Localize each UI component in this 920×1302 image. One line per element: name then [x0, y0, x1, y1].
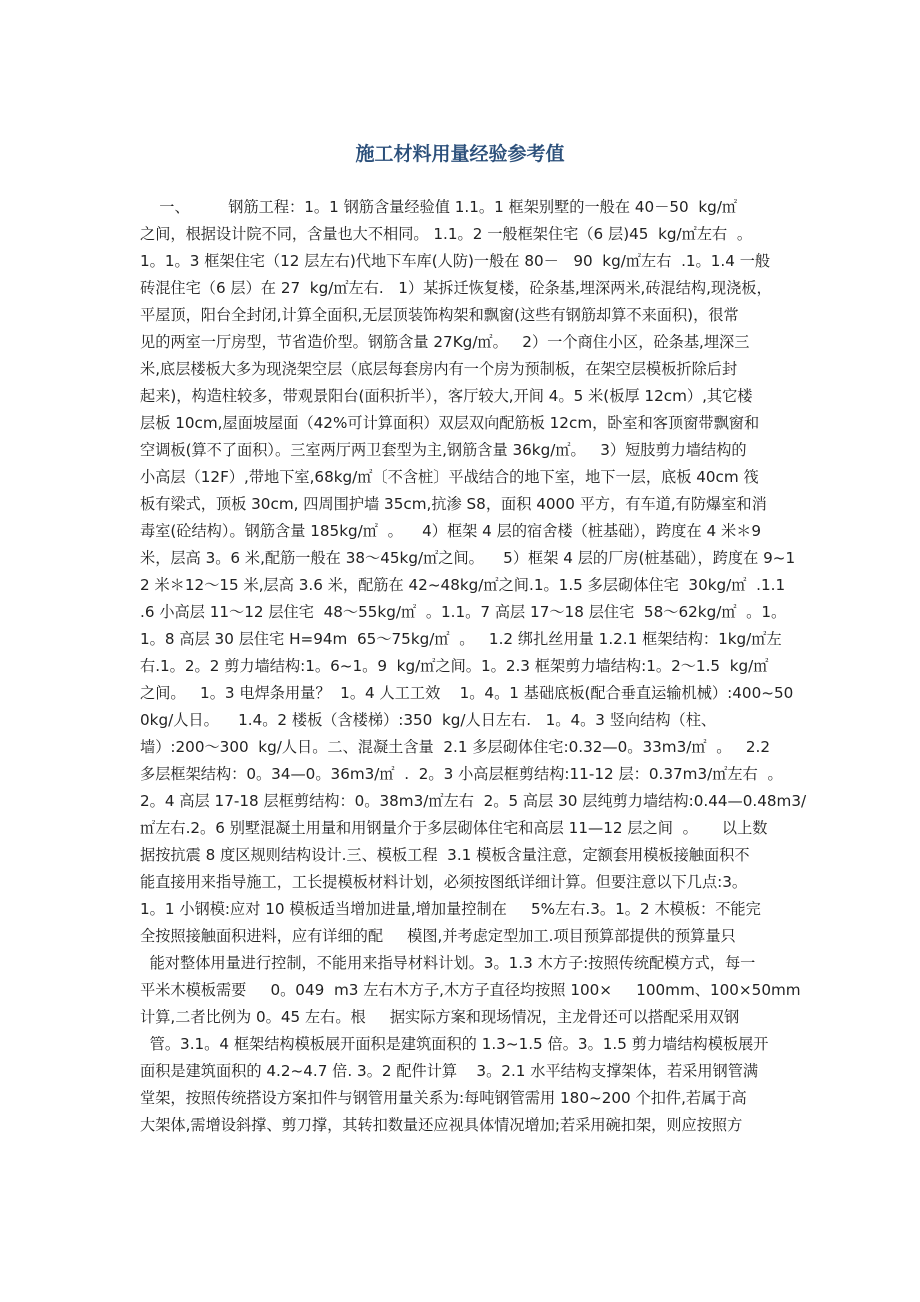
- body-text-line: 一、 钢筋工程：1。1 钢筋含量经验值 1.1。1 框架别墅的一般在 40－50 kg/㎡: [140, 198, 738, 216]
- body-text-line: 1。8 高层 30 层住宅 H=94m 65～75kg/㎡ 。 1.2 绑扎丝用量 1.2.1 框架结构：1kg/㎡左: [140, 630, 782, 648]
- document-title: 施工材料用量经验参考值: [355, 143, 565, 165]
- body-text-line: 之间。 1。3 电焊条用量？ 1。4 人工工效 1。4。1 基础底板(配合垂直运输机械）:400~50: [140, 684, 794, 702]
- body-text-line: 堂架，按照传统搭设方案扣件与钢管用量关系为:每吨钢管需用 180~200 个扣件,若属于高: [140, 1089, 747, 1107]
- body-text-line: 0kg/人日。 1.4。2 楼板（含楼梯）:350 kg/人日左右. 1。4。3 竖向结构（柱、: [140, 711, 717, 729]
- body-text-line: 大架体,需增设斜撑、剪刀撑，其转扣数量还应视具体情况增加;若采用碗扣架，则应按照方: [140, 1116, 743, 1134]
- body-text-line: 米,底层楼板大多为现浇架空层（底层每套房内有一个房为预制板，在架空层模板折除后封: [140, 360, 738, 378]
- body-text-line: .6 小高层 11～12 层住宅 48～55kg/㎡ 。1.1。7 高层 17～18 层住宅 58～62kg/㎡ 。1。: [140, 603, 787, 621]
- body-text-line: 层板 10cm,屋面坡屋面（42%可计算面积）双层双向配筋板 12cm，卧室和客顶窗带飘窗和: [140, 414, 760, 432]
- body-text-line: 见的两室一厅房型，节省造价型。钢筋含量 27Kg/㎡。 2）一个商住小区，砼条基,埋深三: [140, 333, 750, 351]
- body-text-line: 能对整体用量进行控制，不能用来指导材料计划。3。1.3 木方子:按照传统配模方式，每一: [140, 954, 756, 972]
- body-text-line: 1。1 小钢模:应对 10 模板适当增加进量,增加量控制在 5%左右.3。1。2 木模板：不能完: [140, 900, 761, 918]
- body-text-line: 空调板(算不了面积）。三室两厅两卫套型为主,钢筋含量 36kg/㎡。 3）短肢剪力墙结构的: [140, 441, 747, 459]
- body-text-line: 2 米＊12～15 米,层高 3.6 米，配筋在 42~48kg/㎡之间.1。1.5 多层砌体住宅 30kg/㎡ .1.1: [140, 576, 786, 594]
- body-text-line: 砖混住宅（6 层）在 27 kg/㎡左右. 1）某拆迁恢复楼，砼条基,埋深两米,砖混结构,现浇板，: [140, 279, 772, 297]
- body-text-line: ㎡左右.2。6 别墅混凝土用量和用钢量介于多层砌体住宅和高层 11—12 层之间 。 以上数: [140, 819, 768, 837]
- body-text-line: 管。3.1。4 框架结构模板展开面积是建筑面积的 1.3~1.5 倍。3。1.5 剪力墙结构模板展开: [140, 1035, 769, 1053]
- body-text-line: 1。1。3 框架住宅（12 层左右)代地下车库(人防)一般在 80－ 90 kg/㎡左右 .1。1.4 一般: [140, 252, 771, 270]
- body-text-line: 平屋顶，阳台全封闭,计算全面积,无层顶装饰构架和飘窗(这些有钢筋却算不来面积)，很常: [140, 306, 739, 324]
- body-text-line: 小高层（12F）,带地下室,68kg/㎡〔不含桩〕平战结合的地下室，地下一层，底板 40cm 筏: [140, 468, 759, 486]
- body-text-line: 毒室(砼结构）。钢筋含量 185kg/㎡ 。 4）框架 4 层的宿舍楼（桩基础），跨度在 4 米＊9: [140, 522, 762, 540]
- document-body: [140, 194, 807, 1139]
- body-text-line: 2。4 高层 17-18 层框剪结构：0。38m3/㎡左右 2。5 高层 30 层纯剪力墙结构:0.44—0.48m3/: [140, 792, 807, 810]
- body-text-line: 多层框架结构：0。34—0。36m3/㎡ . 2。3 小高层框剪结构:11-12 层：0.37m3/㎡左右 。: [140, 765, 783, 783]
- body-text-line: 据按抗震 8 度区规则结构设计.三、模板工程 3.1 模板含量注意，定额套用模板接触面积不: [140, 846, 750, 864]
- body-text-line: 板有梁式，顶板 30cm, 四周围护墙 35cm,抗渗 S8，面积 4000 平方，有车道,有防爆室和消: [140, 495, 767, 513]
- body-text-line: 之间，根据设计院不同，含量也大不相同。 1.1。2 一般框架住宅（6 层)45 kg/㎡左右 。: [140, 225, 753, 243]
- body-text-line: 全按照接触面积进料，应有详细的配 模图,并考虑定型加工.项目预算部提供的预算量只: [140, 927, 736, 945]
- body-text-line: 面积是建筑面积的 4.2~4.7 倍. 3。2 配件计算 3。2.1 水平结构支撑架体，若采用钢管满: [140, 1062, 759, 1080]
- body-text-line: 右.1。2。2 剪力墙结构:1。6~1。9 kg/㎡之间。1。2.3 框架剪力墙结构:1。2～1.5 kg/㎡: [140, 657, 769, 675]
- body-text-line: 平米木模板需要 0。049 m3 左右木方子,木方子直径均按照 100× 100mm、100×50mm: [140, 981, 801, 999]
- body-text-line: 墙）:200～300 kg/人日。二、混凝土含量 2.1 多层砌体住宅:0.32—0。33m3/㎡ 。 2.2: [140, 738, 771, 756]
- body-text-line: 计算,二者比例为 0。45 左右。根 据实际方案和现场情况，主龙骨还可以搭配采用双钢: [140, 1008, 740, 1026]
- body-text-line: 起来)，构造柱较多，带观景阳台(面积折半），客厅较大,开间 4。5 米(板厚 12cm）,其它楼: [140, 387, 753, 405]
- body-text-line: 能直接用来指导施工，工长提模板材料计划，必须按图纸详细计算。但要注意以下几点:3。: [140, 873, 748, 891]
- body-text-line: 米，层高 3。6 米,配筋一般在 38～45kg/㎡之间。 5）框架 4 层的厂房(桩基础），跨度在 9~1: [140, 549, 796, 567]
